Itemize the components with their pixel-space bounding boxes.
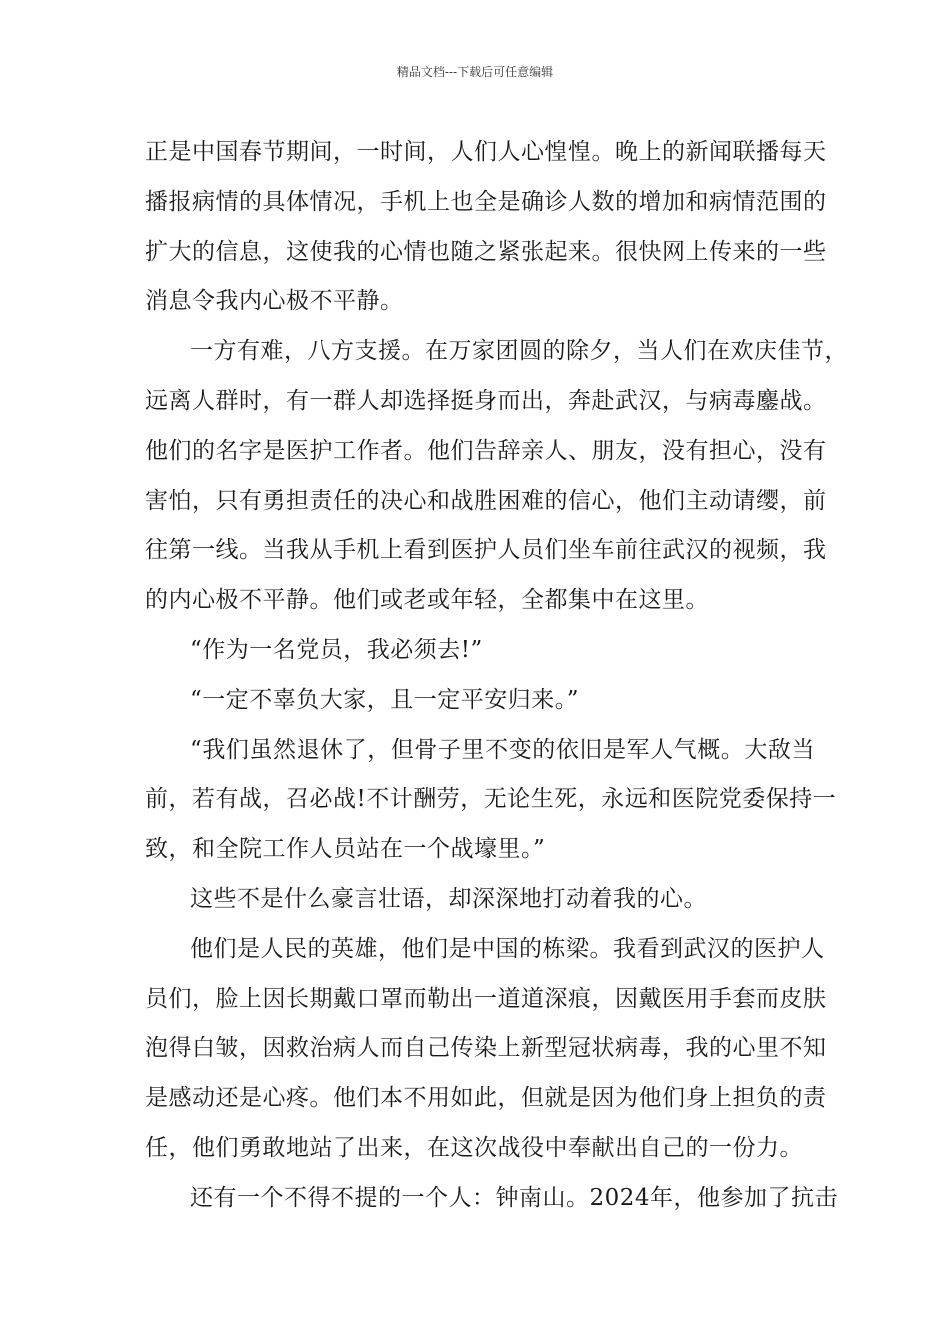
text-line: 致，和全院工作人员站在一个战壕里。” bbox=[145, 836, 546, 863]
text-line: 远离人群时，有一群人却选择挺身而出，奔赴武汉，与病毒鏖战。 bbox=[145, 387, 827, 414]
text-line: 泡得白皱，因救治病人而自己传染上新型冠状病毒，我的心里不知 bbox=[145, 1035, 827, 1062]
text-line: 他们是人民的英雄，他们是中国的栋梁。我看到武汉的医护人 bbox=[190, 935, 825, 962]
text-line: 是感动还是心疼。他们本不用如此，但就是因为他们身上担负的责 bbox=[145, 1085, 827, 1112]
paragraph bbox=[145, 128, 827, 327]
paragraph bbox=[145, 676, 815, 726]
paragraph bbox=[145, 875, 815, 925]
text-line: 他们的名字是医护工作者。他们告辞亲人、朋友，没有担心，没有 bbox=[145, 437, 827, 464]
text-line: 任，他们勇敢地站了出来，在这次战役中奉献出自己的一份力。 bbox=[145, 1134, 803, 1161]
text-line: 还有一个不得不提的一个人：钟南山。2024年，他参加了抗击 bbox=[190, 1184, 839, 1211]
paragraph bbox=[145, 626, 815, 676]
paragraph bbox=[145, 327, 848, 626]
paragraph bbox=[145, 925, 827, 1174]
text-line: 一方有难，八方支援。在万家团圆的除夕，当人们在欢庆佳节， bbox=[190, 338, 848, 365]
text-line: 播报病情的具体情况，手机上也全是确诊人数的增加和病情范围的 bbox=[145, 188, 827, 215]
page-header: 精品文档---下载后可任意编辑 bbox=[396, 65, 554, 79]
text-line: 往第一线。当我从手机上看到医护人员们坐车前往武汉的视频，我 bbox=[145, 537, 827, 564]
text-line: 害怕，只有勇担责任的决心和战胜困难的信心，他们主动请缨，前 bbox=[145, 487, 827, 514]
text-line: 的内心极不平静。他们或老或年轻，全都集中在这里。 bbox=[145, 587, 709, 614]
text-line: 扩大的信息，这使我的心情也随之紧张起来。很快网上传来的一些 bbox=[145, 238, 827, 265]
text-line: 员们，脸上因长期戴口罩而勒出一道道深痕，因戴医用手套而皮肤 bbox=[145, 985, 827, 1012]
paragraph bbox=[145, 726, 837, 875]
text-line: 正是中国春节期间，一时间，人们人心惶惶。晚上的新闻联播每天 bbox=[145, 139, 827, 165]
text-line: “我们虽然退休了，但骨子里不变的依旧是军人气概。大敌当 bbox=[190, 736, 815, 763]
text-line: 这些不是什么豪言壮语，却深深地打动着我的心。 bbox=[190, 885, 707, 912]
document-body bbox=[145, 128, 848, 1224]
paragraph bbox=[145, 1174, 839, 1224]
text-line: 前，若有战，召必战!不计酬劳，无论生死，永远和医院党委保持一 bbox=[145, 786, 837, 813]
text-line: 消息令我内心极不平静。 bbox=[145, 288, 404, 315]
text-line: “一定不辜负大家，且一定平安归来。” bbox=[190, 686, 580, 713]
text-line: “作为一名党员，我必须去!” bbox=[190, 636, 483, 663]
